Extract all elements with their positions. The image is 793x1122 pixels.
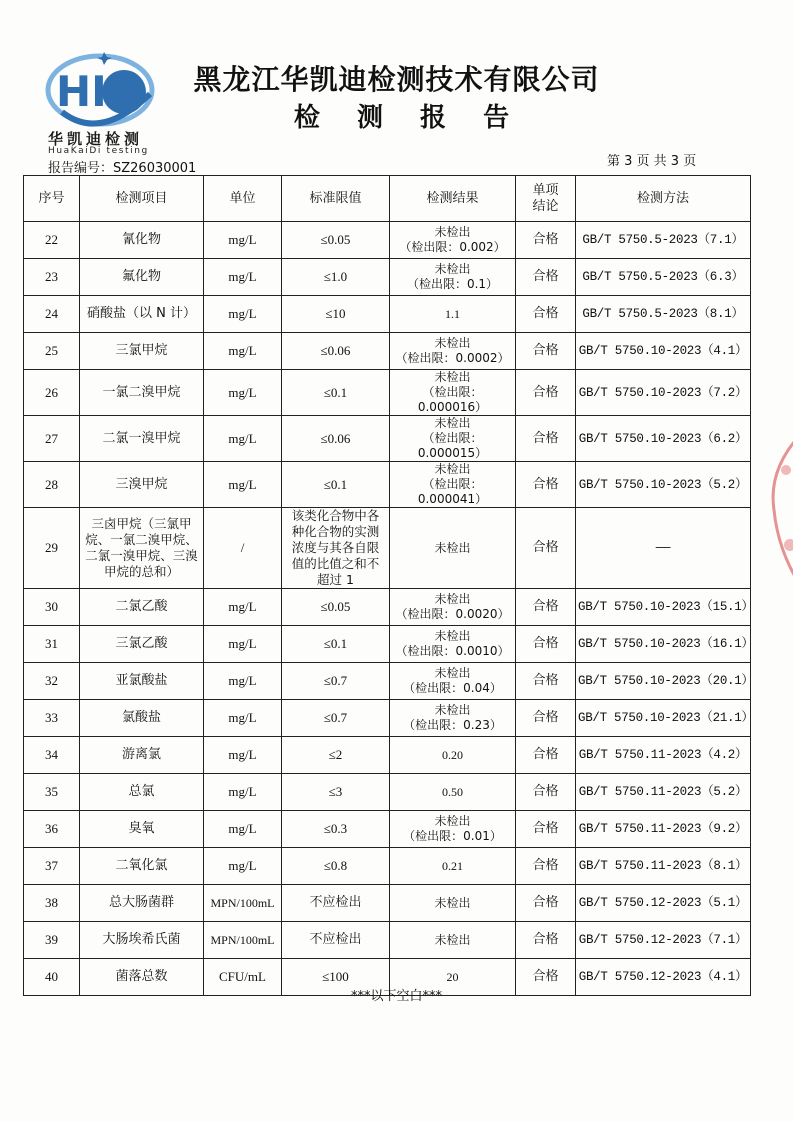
cell-limit: ≤0.8 [282, 848, 390, 885]
seal-stamp [760, 430, 793, 590]
detection-limit: （检出限：0.01） [403, 829, 502, 843]
cell-method: GB/T 5750.10-2023（21.1） [576, 700, 751, 737]
cell-limit: ≤0.7 [282, 663, 390, 700]
detection-limit: （检出限：0.002） [399, 240, 506, 254]
detection-limit: （检出限：0.1） [406, 277, 499, 291]
cell-conclusion: 合格 [516, 885, 576, 922]
cell-limit: ≤0.7 [282, 700, 390, 737]
result-value: 0.50 [442, 784, 463, 799]
table-row [24, 700, 751, 737]
result-value: 未检出 [434, 262, 471, 276]
detection-limit: （检出限：0.04） [403, 681, 502, 695]
cell-result [390, 922, 516, 959]
cell-limit: ≤2 [282, 737, 390, 774]
cell-unit: MPN/100mL [204, 922, 282, 959]
result-value: 未检出 [434, 895, 471, 910]
result-value: 未检出 [434, 592, 471, 606]
header-no: 序号 [24, 176, 80, 222]
cell-method: GB/T 5750.10-2023（16.1） [576, 626, 751, 663]
cell-result [390, 370, 516, 416]
result-value: 20 [446, 969, 459, 984]
cell-no: 22 [24, 222, 80, 259]
result-value: 未检出 [434, 540, 471, 555]
cell-limit: ≤0.3 [282, 811, 390, 848]
cell-no: 31 [24, 626, 80, 663]
cell-result [390, 296, 516, 333]
header-limit: 标准限值 [282, 176, 390, 222]
page-info: 第 3 页 共 3 页 [607, 154, 697, 169]
result-value: 未检出 [434, 703, 471, 717]
table-row [24, 811, 751, 848]
cell-conclusion: 合格 [516, 259, 576, 296]
cell-result [390, 333, 516, 370]
cell-method: GB/T 5750.11-2023（5.2） [576, 774, 751, 811]
cell-no: 26 [24, 370, 80, 416]
cell-result [390, 416, 516, 462]
cell-no: 32 [24, 663, 80, 700]
cell-result [390, 811, 516, 848]
cell-method: GB/T 5750.10-2023（7.2） [576, 370, 751, 416]
result-value: 未检出 [434, 416, 471, 430]
header-result: 检测结果 [390, 176, 516, 222]
cell-item: 二氯一溴甲烷 [80, 416, 204, 462]
cell-method: GB/T 5750.10-2023（15.1） [576, 589, 751, 626]
cell-conclusion: 合格 [516, 462, 576, 508]
cell-unit: mg/L [204, 737, 282, 774]
cell-conclusion: 合格 [516, 370, 576, 416]
table-row [24, 222, 751, 259]
result-value: 未检出 [434, 370, 471, 384]
cell-no: 39 [24, 922, 80, 959]
detection-limit: （检出限：0.000016） [417, 385, 488, 414]
cell-conclusion: 合格 [516, 296, 576, 333]
cell-limit: ≤10 [282, 296, 390, 333]
cell-unit: mg/L [204, 589, 282, 626]
table-row [24, 462, 751, 508]
cell-result [390, 737, 516, 774]
cell-conclusion: 合格 [516, 626, 576, 663]
cell-conclusion: 合格 [516, 508, 576, 589]
cell-method: GB/T 5750.12-2023（5.1） [576, 885, 751, 922]
cell-conclusion: 合格 [516, 922, 576, 959]
cell-conclusion: 合格 [516, 333, 576, 370]
cell-conclusion: 合格 [516, 416, 576, 462]
results-table [23, 175, 754, 996]
table-row [24, 774, 751, 811]
cell-limit: ≤100 [282, 959, 390, 996]
cell-item: 菌落总数 [80, 959, 204, 996]
cell-item: 游离氯 [80, 737, 204, 774]
result-value: 未检出 [434, 932, 471, 947]
cell-unit: CFU/mL [204, 959, 282, 996]
cell-item: 三溴甲烷 [80, 462, 204, 508]
table-header-row [24, 176, 751, 222]
cell-limit: ≤0.05 [282, 589, 390, 626]
cell-limit: ≤0.06 [282, 333, 390, 370]
cell-unit: MPN/100mL [204, 885, 282, 922]
table-row [24, 370, 751, 416]
cell-unit: mg/L [204, 774, 282, 811]
cell-limit: ≤0.06 [282, 416, 390, 462]
cell-unit: mg/L [204, 663, 282, 700]
cell-conclusion: 合格 [516, 222, 576, 259]
table-row [24, 848, 751, 885]
cell-result [390, 589, 516, 626]
result-value: 未检出 [434, 225, 471, 239]
cell-result [390, 626, 516, 663]
cell-no: 36 [24, 811, 80, 848]
table-row [24, 885, 751, 922]
cell-method: GB/T 5750.10-2023（5.2） [576, 462, 751, 508]
cell-unit: / [204, 508, 282, 589]
cell-result [390, 885, 516, 922]
cell-method: GB/T 5750.11-2023（8.1） [576, 848, 751, 885]
cell-conclusion: 合格 [516, 811, 576, 848]
cell-no: 23 [24, 259, 80, 296]
cell-method: GB/T 5750.5-2023（8.1） [576, 296, 751, 333]
cell-conclusion: 合格 [516, 663, 576, 700]
cell-unit: mg/L [204, 700, 282, 737]
cell-method: GB/T 5750.5-2023（7.1） [576, 222, 751, 259]
cell-limit: ≤1.0 [282, 259, 390, 296]
cell-limit: 该类化合物中各种化合物的实测浓度与其各自限值的比值之和不超过 1 [282, 508, 390, 589]
result-value: 0.20 [442, 747, 463, 762]
cell-limit: ≤0.05 [282, 222, 390, 259]
cell-no: 40 [24, 959, 80, 996]
result-value: 0.21 [442, 858, 463, 873]
cell-no: 35 [24, 774, 80, 811]
cell-unit: mg/L [204, 296, 282, 333]
cell-item: 硝酸盐（以 N 计） [80, 296, 204, 333]
cell-method: GB/T 5750.10-2023（6.2） [576, 416, 751, 462]
company-name: 黑龙江华凯迪检测技术有限公司 [193, 63, 600, 96]
cell-method: GB/T 5750.10-2023（4.1） [576, 333, 751, 370]
cell-conclusion: 合格 [516, 700, 576, 737]
table-row [24, 589, 751, 626]
cell-item: 三氯乙酸 [80, 626, 204, 663]
report-number: 报告编号：SZ26030001 [48, 161, 197, 176]
cell-unit: mg/L [204, 462, 282, 508]
cell-result [390, 508, 516, 589]
table-row [24, 663, 751, 700]
detection-limit: （检出限：0.0020） [395, 607, 510, 621]
logo-en-text: HuaKaiDi testing [48, 146, 149, 156]
cell-item: 三氯甲烷 [80, 333, 204, 370]
cell-method: GB/T 5750.10-2023（20.1） [576, 663, 751, 700]
cell-conclusion: 合格 [516, 774, 576, 811]
cell-method: GB/T 5750.11-2023（4.2） [576, 737, 751, 774]
cell-limit: ≤0.1 [282, 370, 390, 416]
cell-no: 24 [24, 296, 80, 333]
cell-item: 总大肠菌群 [80, 885, 204, 922]
result-value: 1.1 [445, 306, 460, 321]
cell-limit: 不应检出 [282, 922, 390, 959]
table-row [24, 922, 751, 959]
table-row [24, 296, 751, 333]
end-marker: ***以下空白*** [350, 989, 442, 1004]
cell-result [390, 700, 516, 737]
cell-no: 28 [24, 462, 80, 508]
cell-item: 总氯 [80, 774, 204, 811]
cell-no: 29 [24, 508, 80, 589]
cell-limit: 不应检出 [282, 885, 390, 922]
cell-no: 30 [24, 589, 80, 626]
detection-limit: （检出限：0.000041） [417, 477, 488, 506]
cell-conclusion: 合格 [516, 848, 576, 885]
result-value: 未检出 [434, 629, 471, 643]
logo-text: HK [56, 67, 124, 116]
cell-no: 27 [24, 416, 80, 462]
cell-item: 氰化物 [80, 222, 204, 259]
header-conclusion: 单项 结论 [516, 176, 576, 222]
cell-item: 一氯二溴甲烷 [80, 370, 204, 416]
cell-no: 34 [24, 737, 80, 774]
cell-unit: mg/L [204, 626, 282, 663]
cell-method: GB/T 5750.12-2023（7.1） [576, 922, 751, 959]
cell-result [390, 848, 516, 885]
cell-item: 氟化物 [80, 259, 204, 296]
cell-unit: mg/L [204, 848, 282, 885]
cell-unit: mg/L [204, 416, 282, 462]
result-value: 未检出 [434, 814, 471, 828]
cell-method: GB/T 5750.5-2023（6.3） [576, 259, 751, 296]
detection-limit: （检出限：0.23） [403, 718, 502, 732]
cell-no: 25 [24, 333, 80, 370]
cell-unit: mg/L [204, 811, 282, 848]
detection-limit: （检出限：0.0002） [395, 351, 510, 365]
cell-item: 二氧化氯 [80, 848, 204, 885]
table-row [24, 626, 751, 663]
table-row [24, 737, 751, 774]
cell-conclusion: 合格 [516, 589, 576, 626]
cell-result [390, 663, 516, 700]
cell-limit: ≤3 [282, 774, 390, 811]
header-item: 检测项目 [80, 176, 204, 222]
cell-no: 37 [24, 848, 80, 885]
logo-cn-text: 华凯迪检测 [48, 130, 144, 148]
cell-unit: mg/L [204, 259, 282, 296]
cell-unit: mg/L [204, 222, 282, 259]
cell-item: 氯酸盐 [80, 700, 204, 737]
result-value: 未检出 [434, 666, 471, 680]
cell-item: 三卤甲烷（三氯甲烷、一氯二溴甲烷、二氯一溴甲烷、三溴甲烷的总和） [80, 508, 204, 589]
cell-result [390, 222, 516, 259]
result-value: 未检出 [434, 336, 471, 350]
table-row [24, 259, 751, 296]
cell-method: GB/T 5750.11-2023（9.2） [576, 811, 751, 848]
cell-no: 33 [24, 700, 80, 737]
cell-unit: mg/L [204, 370, 282, 416]
cell-item: 二氯乙酸 [80, 589, 204, 626]
cell-result [390, 462, 516, 508]
cell-method: —— [576, 508, 751, 589]
cell-no: 38 [24, 885, 80, 922]
cell-conclusion: 合格 [516, 737, 576, 774]
detection-limit: （检出限：0.0010） [395, 644, 510, 658]
cell-method: GB/T 5750.12-2023（4.1） [576, 959, 751, 996]
table-row [24, 333, 751, 370]
table-row [24, 416, 751, 462]
table-row [24, 508, 751, 589]
header-method: 检测方法 [576, 176, 751, 222]
cell-limit: ≤0.1 [282, 462, 390, 508]
result-value: 未检出 [434, 462, 471, 476]
header-unit: 单位 [204, 176, 282, 222]
cell-result [390, 259, 516, 296]
cell-conclusion: 合格 [516, 959, 576, 996]
cell-item: 大肠埃希氏菌 [80, 922, 204, 959]
cell-unit: mg/L [204, 333, 282, 370]
cell-item: 臭氧 [80, 811, 204, 848]
detection-limit: （检出限：0.000015） [417, 431, 488, 460]
cell-result [390, 774, 516, 811]
cell-limit: ≤0.1 [282, 626, 390, 663]
cell-item: 亚氯酸盐 [80, 663, 204, 700]
report-title: 检 测 报 告 [293, 103, 524, 133]
